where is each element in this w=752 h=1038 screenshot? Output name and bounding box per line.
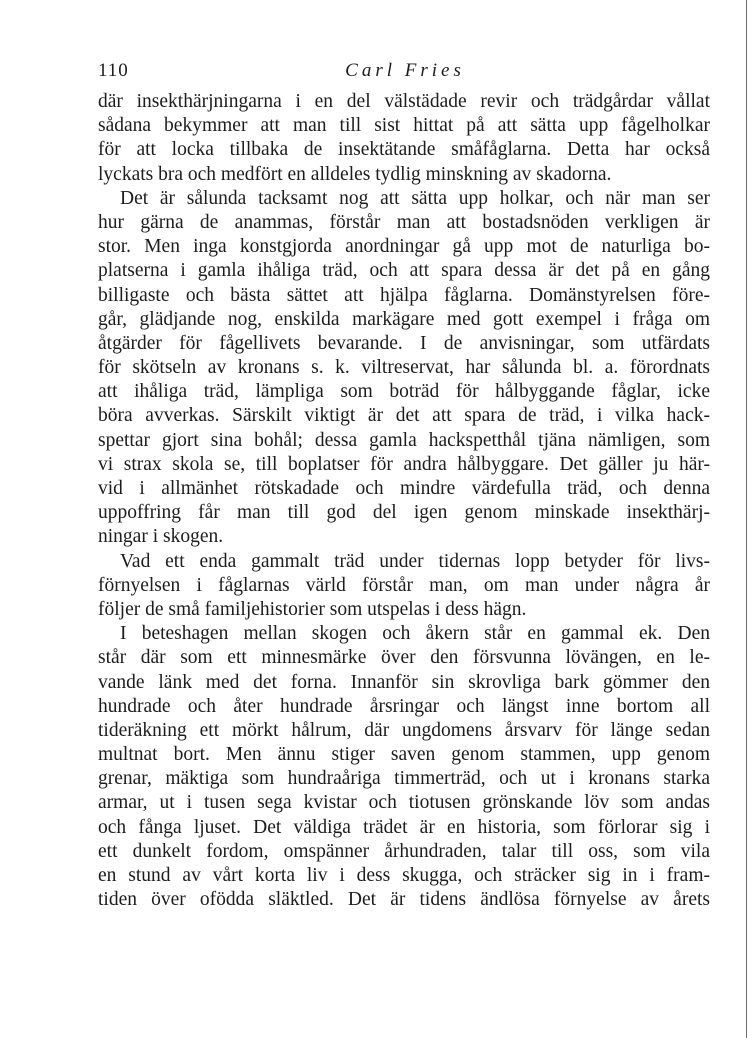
page-edge-line bbox=[746, 0, 747, 1038]
text-line: där insekthärjningarna i en del välstädade revir och trädgårdar vållat bbox=[98, 91, 710, 112]
text-line: ett dunkelt fordom, omspänner århundraden, talar till oss, som vila bbox=[98, 840, 710, 862]
text-line: åtgärder för fågellivets bevarande. I de anvisningar, som utfärdats bbox=[98, 332, 710, 354]
text-line: och fånga ljuset. Det väldiga trädet är en historia, som förlorar sig i bbox=[98, 816, 710, 838]
text-line: tideräkning ett mörkt hålrum, där ungdomens årsvarv för länge sedan bbox=[98, 719, 710, 741]
text-line: hundrade och åter hundrade årsringar och längst inne bortom all bbox=[98, 695, 710, 717]
text-line: tiden över ofödda släktled. Det är tidens ändlösa förnyelse av årets bbox=[98, 889, 710, 911]
text-line: armar, ut i tusen sega kvistar och tiotusen grönskande löv som andas bbox=[98, 792, 710, 814]
page-number: 110 bbox=[98, 60, 129, 81]
text-line: stor. Men inga konstgjorda anordningar gå upp mot de naturliga bo- bbox=[98, 236, 710, 258]
text-line: uppoffring får man till god del igen genom minskade insekthärj- bbox=[98, 502, 710, 524]
text-line: multnat bort. Men ännu stiger saven genom stammen, upp genom bbox=[98, 744, 710, 766]
text-line: Det är sålunda tacksamt nog att sätta upp holkar, och när man ser bbox=[120, 187, 710, 209]
text-line: böra avverkas. Särskilt viktigt är det att spara de träd, i vilka hack- bbox=[98, 405, 710, 427]
text-line: lyckats bra och medfört en alldeles tydlig minskning av skadorna. bbox=[98, 163, 612, 185]
text-line: grenar, mäktiga som hundraåriga timmerträd, och ut i kronans starka bbox=[98, 768, 710, 790]
text-line: hur gärna de anammas, förstår man att bostadsnöden verkligen är bbox=[98, 211, 710, 233]
text-line: förnyelsen i fåglarnas värld förstår man, om man under några år bbox=[98, 574, 710, 596]
text-line: sådana bekymmer att man till sist hittat på att sätta upp fågelholkar bbox=[98, 115, 710, 137]
text-line: står där som ett minnesmärke över den försvunna lövängen, en le- bbox=[98, 647, 710, 669]
text-line: Vad ett enda gammalt träd under tidernas lopp betyder för livs- bbox=[120, 550, 710, 572]
page-header bbox=[98, 60, 712, 84]
text-line: spettar gjort sina bohål; dessa gamla hackspetthål tjäna nämligen, som bbox=[98, 429, 710, 451]
text-line: vid i allmänhet rötskadade och mindre värdefulla träd, och denna bbox=[98, 478, 710, 499]
text-line: går, glädjande nog, enskilda markägare med gott exempel i fråga om bbox=[98, 308, 710, 330]
text-line: för skötseln av kronans s. k. viltreservat, har sålunda bl. a. förordnats bbox=[98, 357, 710, 379]
text-line: för att locka tillbaka de insektätande småfåglarna. Detta har också bbox=[98, 139, 710, 161]
text-line: vi strax skola se, till boplatser för andra hålbyggare. Det gäller ju här- bbox=[98, 453, 710, 475]
text-line: platserna i gamla ihåliga träd, och att spara dessa är det på en gång bbox=[98, 260, 710, 282]
body-text bbox=[98, 90, 710, 912]
running-head-author: Carl Fries bbox=[345, 60, 465, 81]
text-line: I beteshagen mellan skogen och åkern står en gammal ek. Den bbox=[120, 623, 710, 645]
text-line: billigaste och bästa sättet att hjälpa fåglarna. Domänstyrelsen före- bbox=[98, 284, 710, 306]
text-line: en stund av vårt korta liv i dess skugga, och sträcker sig in i fram- bbox=[98, 865, 710, 886]
text-line: följer de små familjehistorier som utspelas i dess hägn. bbox=[98, 598, 527, 620]
text-line: att ihåliga träd, lämpliga som boträd för hålbyggande fåglar, icke bbox=[98, 381, 710, 403]
text-line: vande länk med det forna. Innanför sin skrovliga bark gömmer den bbox=[98, 671, 710, 693]
text-line: ningar i skogen. bbox=[98, 526, 224, 548]
